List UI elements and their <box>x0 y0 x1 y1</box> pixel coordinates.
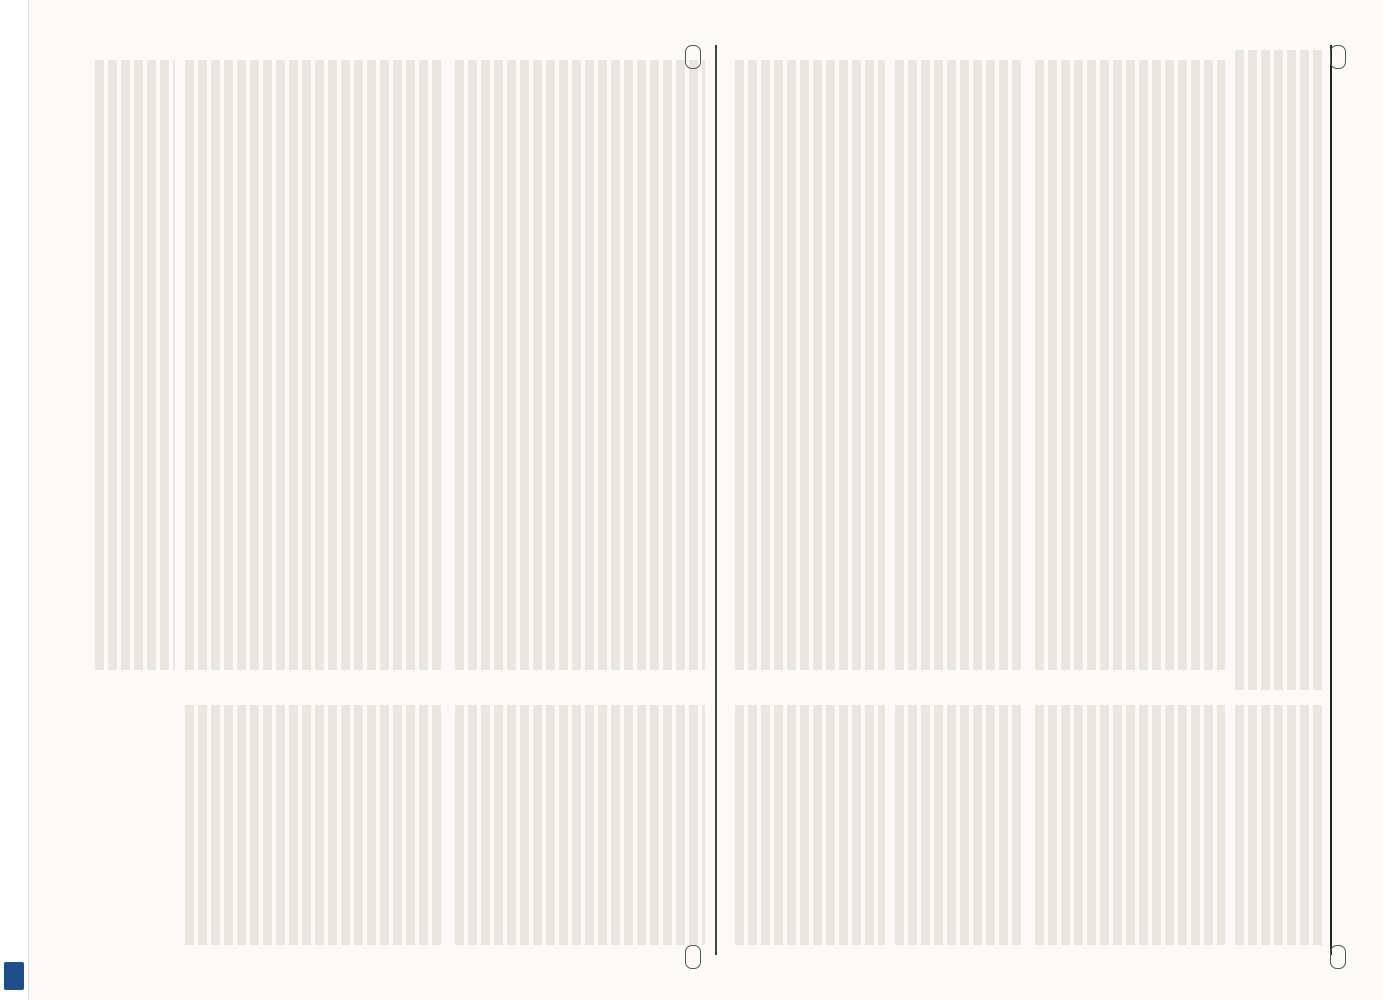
document-sheet <box>75 45 1355 955</box>
text-block-left-1 <box>1035 60 1225 670</box>
text-block-lower-4 <box>185 705 445 945</box>
digitization-sidebar <box>0 0 29 1000</box>
dfg-logo <box>4 962 24 990</box>
text-block-lower-3 <box>455 705 705 945</box>
text-block-lower-2 <box>185 60 445 670</box>
margin-mark <box>1330 945 1346 969</box>
margin-mark <box>685 45 701 69</box>
text-block-left-header <box>1235 50 1325 690</box>
margin-mark <box>1330 45 1346 69</box>
column-divider <box>715 45 717 955</box>
header-rule <box>1330 45 1332 955</box>
text-block-right-3 <box>735 705 885 945</box>
text-block-left-3 <box>735 60 885 670</box>
footnote-block <box>95 60 175 670</box>
text-block-right-header <box>1235 705 1325 945</box>
margin-mark <box>685 945 701 969</box>
text-block-right-2 <box>895 705 1025 945</box>
text-block-lower-1 <box>455 60 705 670</box>
text-block-left-2 <box>895 60 1025 670</box>
text-block-right-1 <box>1035 705 1225 945</box>
